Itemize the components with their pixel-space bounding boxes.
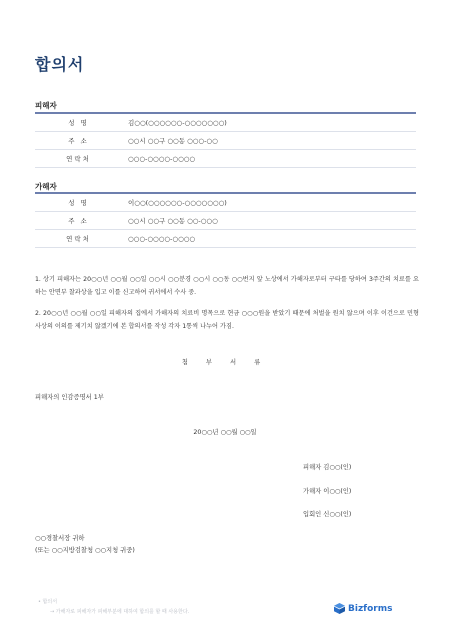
offender-name-key: 성 명	[68, 199, 89, 207]
victim-name-row	[35, 114, 416, 132]
offender-info-table	[35, 192, 416, 248]
attachments-heading: 첨 부 서 류	[181, 359, 269, 366]
victim-contact-row	[35, 150, 416, 168]
bizforms-logo-icon	[334, 603, 345, 614]
victim-address-value: ○○시 ○○구 ○○동 ○○○-○○	[128, 137, 218, 145]
bizforms-logo-text: Bizforms	[348, 603, 393, 614]
offender-section-label: 가해자	[35, 182, 57, 191]
offender-name-row	[35, 194, 416, 212]
recipient-line-2: (또는 ○○지방검찰청 ○○지청 귀중)	[35, 547, 135, 554]
victim-contact-value: ○○○-○○○○-○○○○	[128, 154, 196, 163]
bizforms-logo	[334, 603, 392, 614]
victim-section-label: 피해자	[35, 101, 57, 110]
offender-name-value: 이○○(○○○○○○-○○○○○○○)	[128, 199, 227, 207]
attachment-item: 피해자의 인감증명서 1부	[35, 394, 104, 401]
victim-address-row	[35, 132, 416, 150]
offender-address-key: 주 소	[68, 217, 89, 225]
witness-signature: 입회인 신○○(인)	[303, 511, 352, 518]
victim-name-key: 성 명	[68, 119, 89, 127]
recipient-line-1: ○○경찰서장 귀하	[35, 535, 85, 542]
victim-signature: 피해자 김○○(인)	[303, 464, 352, 471]
offender-address-row	[35, 212, 416, 230]
victim-address-key: 주 소	[68, 137, 89, 145]
document-title: 합의서	[35, 55, 85, 74]
offender-contact-row	[35, 230, 416, 248]
agreement-paragraph-1: 1. 상기 피해자는 20○○년 ○○월 ○○일 ○○시 ○○분경 ○○시 ○○동 ○○번지 앞 노상에서 가해자로부터 구타를 당하여 3주간의 치료를 요하는 안면부 찰과상을 입고 이를 신고하여 귀서에서 수사 중.	[35, 276, 419, 296]
victim-info-table	[35, 112, 416, 168]
agreement-paragraph-2: 2. 20○○년 ○○월 ○○일 피해자의 집에서 가해자의 치료비 명목으로 현금 ○○○원을 받았기 때문에 처벌을 원치 않으며 이후 이건으로 민형사상의 이의를 제기치 않겠기에 본 합의서를 작성 각자 1통씩 나누어 가짐.	[35, 310, 419, 330]
footer-bullet: • 합의서	[38, 599, 58, 605]
offender-contact-key: 연락처	[66, 235, 91, 243]
offender-contact-value: ○○○-○○○○-○○○○	[128, 234, 196, 243]
victim-contact-key: 연락처	[66, 155, 91, 163]
victim-name-value: 김○○(○○○○○○-○○○○○○○)	[128, 119, 227, 127]
footer-usage-note: → 가해자로 피해자가 피해부분에 대하여 합의를 할 때 사용한다.	[50, 609, 190, 615]
agreement-date: 20○○년 ○○월 ○○일	[193, 429, 257, 436]
offender-address-value: ○○시 ○○구 ○○동 ○○-○○○	[128, 217, 218, 225]
offender-signature: 가해자 이○○(인)	[303, 488, 352, 495]
